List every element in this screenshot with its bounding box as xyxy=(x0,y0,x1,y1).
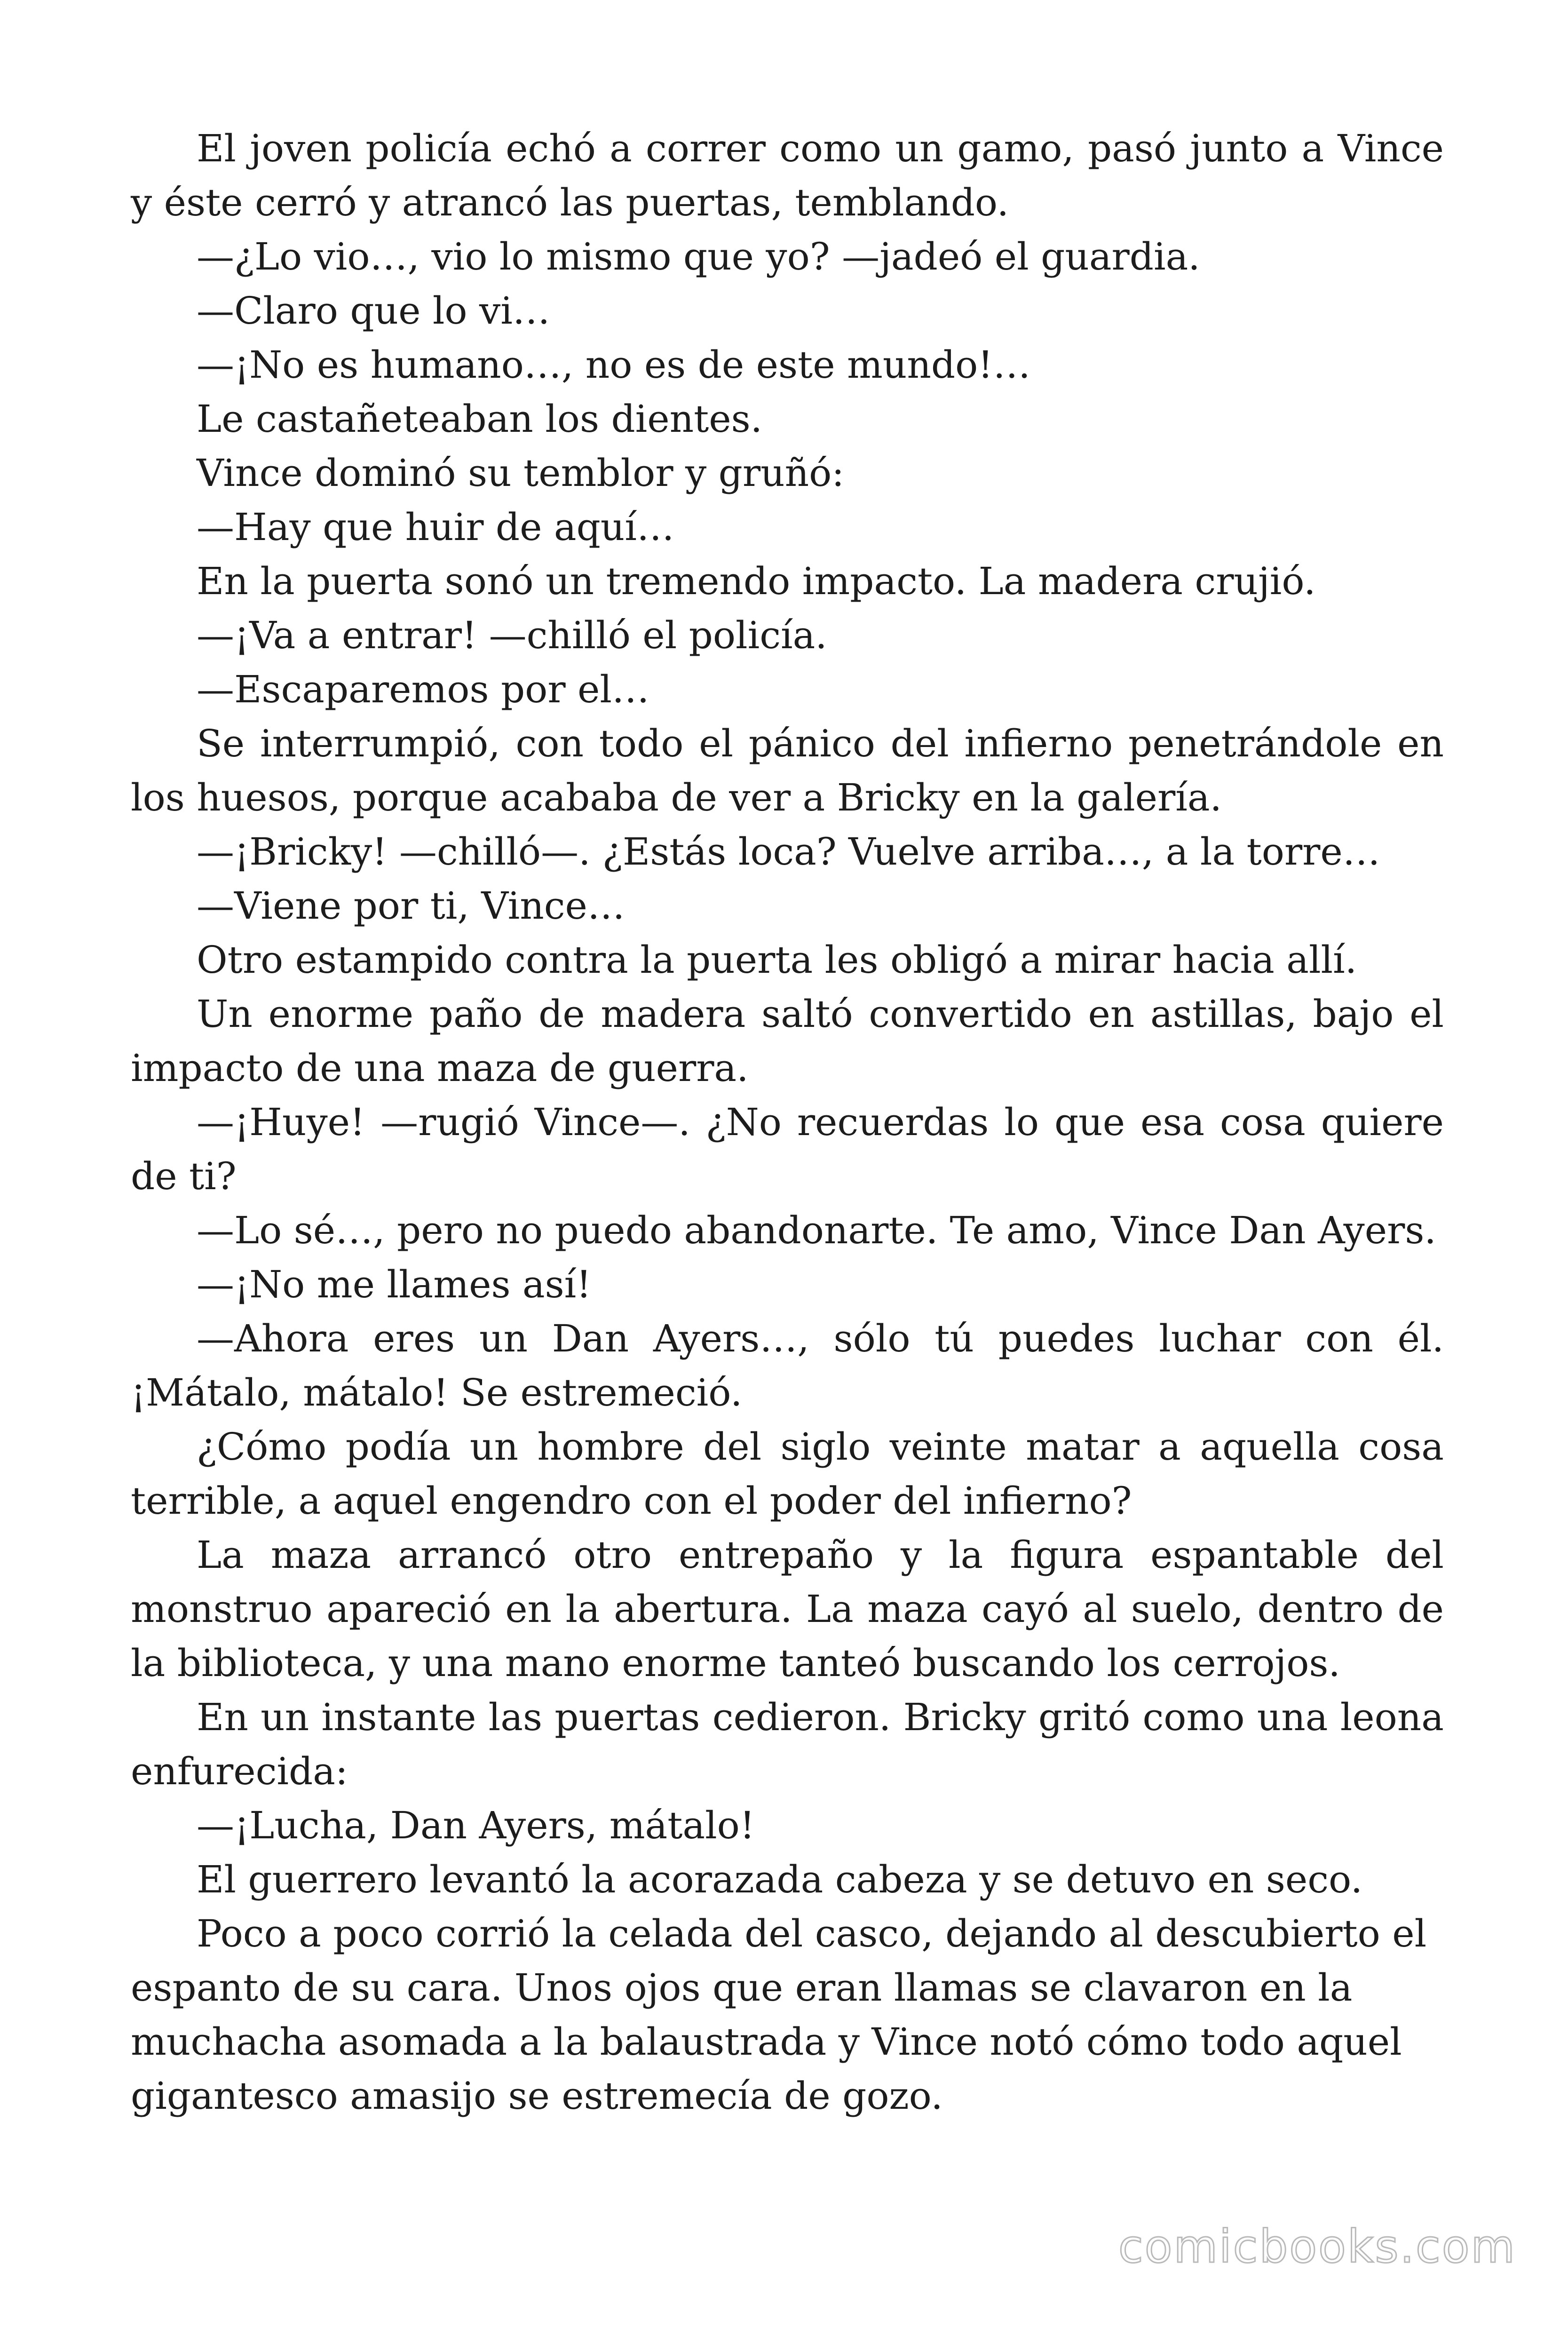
paragraph: Otro estampido contra la puerta les obligó a mirar hacia allí. xyxy=(197,938,1357,982)
paragraph: —Claro que lo vi… xyxy=(197,289,550,333)
paragraph: El joven policía echó a correr como un gamo, pasó junto a Vince y éste cerró y atrancó las puertas, temblando. xyxy=(131,127,1444,224)
paragraph: —¡No me llames así! xyxy=(197,1263,592,1306)
paragraph: La maza arrancó otro entrepaño y la figura espantable del monstruo apareció en la abertura. La maza cayó al suelo, dentro de la biblioteca, y una mano enorme tanteó buscando los cerrojos. xyxy=(131,1533,1444,1685)
body-text xyxy=(131,121,1444,2123)
paragraph: —¡Va a entrar! —chilló el policía. xyxy=(197,613,827,657)
paragraph: En un instante las puertas cedieron. Bricky gritó como una leona enfurecida: xyxy=(131,1695,1444,1793)
paragraph: —¿Lo vio…, vio lo mismo que yo? —jadeó el guardia. xyxy=(197,235,1200,278)
paragraph: —Viene por ti, Vince… xyxy=(197,884,625,928)
paragraph: —Lo sé…, pero no puedo abandonarte. Te amo, Vince Dan Ayers. xyxy=(197,1208,1436,1252)
paragraph: Vince dominó su temblor y gruñó: xyxy=(197,451,845,495)
paragraph: —Hay que huir de aquí… xyxy=(197,505,674,549)
paragraph: El guerrero levantó la acorazada cabeza y se detuvo en seco. xyxy=(197,1858,1363,1901)
paragraph: —¡Bricky! —chilló—. ¿Estás loca? Vuelve arriba…, a la torre… xyxy=(197,830,1380,874)
paragraph: Se interrumpió, con todo el pánico del infierno penetrándole en los huesos, porque acababa de ver a Bricky en la galería. xyxy=(131,722,1444,819)
paragraph: —¡Huye! —rugió Vince—. ¿No recuerdas lo que esa cosa quiere de ti? xyxy=(131,1100,1444,1198)
paragraph: —¡Lucha, Dan Ayers, mátalo! xyxy=(197,1804,755,1847)
paragraph: En la puerta sonó un tremendo impacto. La madera crujió. xyxy=(197,559,1316,603)
paragraph: —¡No es humano…, no es de este mundo!… xyxy=(197,343,1031,387)
paragraph: ¿Cómo podía un hombre del siglo veinte matar a aquella cosa terrible, a aquel engendro con el poder del infierno? xyxy=(131,1425,1444,1523)
paragraph: —Escaparemos por el… xyxy=(197,667,649,711)
paragraph: Le castañeteaban los dientes. xyxy=(197,397,763,441)
paragraph: —Ahora eres un Dan Ayers…, sólo tú puedes luchar con él. ¡Mátalo, mátalo! Se estremeció. xyxy=(131,1317,1444,1414)
paragraph: Un enorme paño de madera saltó convertido en astillas, bajo el impacto de una maza de guerra. xyxy=(131,992,1444,1090)
paragraph: Poco a poco corrió la celada del casco, dejando al descubierto el espanto de su cara. Unos ojos que eran llamas se clavaron en la muchacha asomada a la balaustrada y Vince notó cómo todo aquel gigantesco amasijo se estremecía de gozo. xyxy=(131,1912,1427,2118)
watermark: comicbooks.com xyxy=(1118,2220,1516,2273)
